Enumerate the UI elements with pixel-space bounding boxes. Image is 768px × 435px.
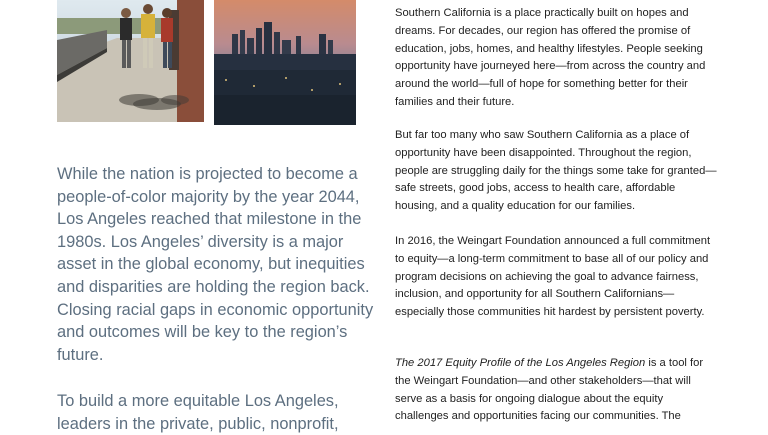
body-paragraph-hopes: Southern California is a place practically built on hopes and dreams. For decades, our region has offered the promise of education, jobs, homes, and healthy lifestyles. People seeking opportunity have journeyed here—from across the country and around the world—full of hope for something better for their families and their future. xyxy=(395,7,706,108)
students-walking-photo xyxy=(57,0,204,122)
body-paragraph-commitment: In 2016, the Weingart Foundation announced a full commitment to equity—a long-term commitment to base all of our policy and program decisions on achieving the goal to advance fairness, inclusion, and opportunity for all Southern Californians—especially those communities hit hardest by persistent poverty. xyxy=(395,235,711,319)
report-description: is a tool for the Weingart Foundation—and other stakeholders—that will serve as a basis for ongoing dialogue about the equity challenges and opportunities facing our communities. The xyxy=(395,357,704,423)
los-angeles-skyline-photo xyxy=(214,0,356,125)
body-paragraph-equity-profile xyxy=(395,355,717,426)
pull-quote-diversity: While the nation is projected to become a people-of-color majority by the year 2044, Los Angeles reached that milestone in the 1980s. Los Angeles’ diversity is a major asset in the global economy, but inequities and disparities are holding the region back. Closing racial gaps in economic opportunity and outcomes will be key to the region’s future. xyxy=(57,165,374,364)
report-title: The 2017 Equity Profile of the Los Angeles Region xyxy=(395,357,646,369)
body-paragraph-disappointed: But far too many who saw Southern California as a place of opportunity have been disappointed. Throughout the region, people are struggling daily for the things some take for granted—safe streets, good jobs, access to health care, affordable housing, and a quality education for our families. xyxy=(395,129,717,213)
pull-quote-equitable-la: To build a more equitable Los Angeles, leaders in the private, public, nonprofit, xyxy=(57,392,339,433)
